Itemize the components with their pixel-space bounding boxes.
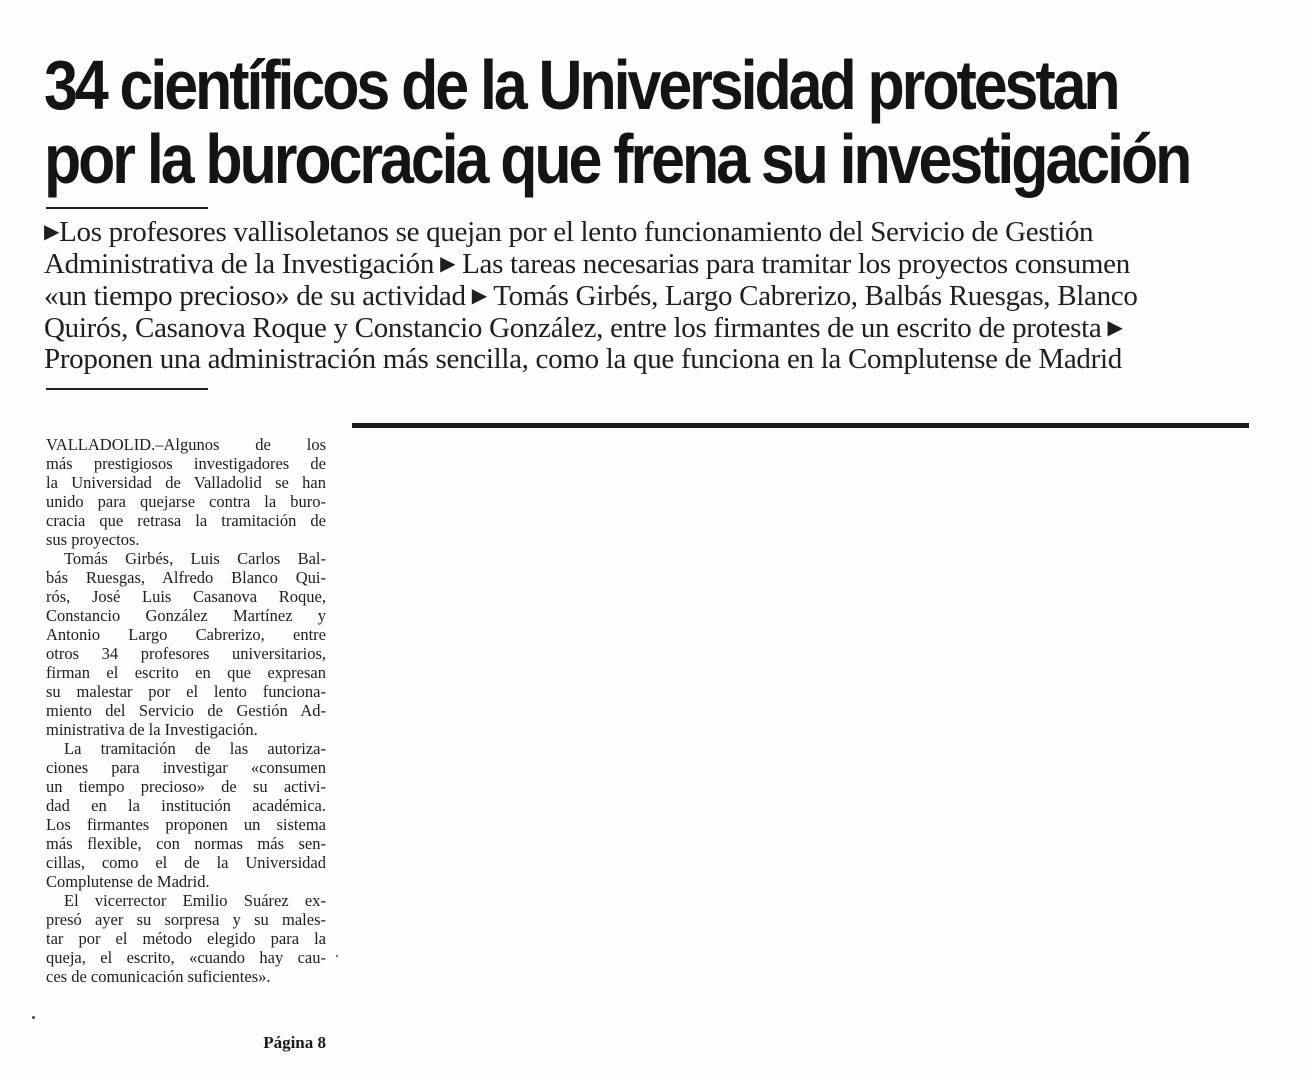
subhead-text: Los profesores vallisoletanos se quejan por el lento funcionamiento del Servicio de Gestión [59, 216, 1094, 248]
body-text-line: su malestar por el lento funciona- [46, 682, 326, 701]
body-text-line: cracia que retrasa la tramitación de [46, 511, 326, 530]
subhead-text: Administrativa de la Investigación [44, 248, 435, 280]
print-speck [336, 955, 338, 957]
body-text-line: Los firmantes proponen un sistema [46, 815, 326, 834]
body-text-line: ces de comunicación suficientes». [46, 967, 271, 986]
body-text-line: la Universidad de Valladolid se han [46, 473, 326, 492]
subhead-line [44, 216, 1274, 248]
subhead-top-rule [46, 207, 208, 209]
body-text-line: un tiempo precioso» de su activi- [46, 777, 326, 796]
body-text-line: Constancio González Martínez y [46, 606, 326, 625]
subhead-text: Tomás Girbés, Largo Cabrerizo, Balbás Ruesgas, Blanco [486, 280, 1138, 312]
body-text-line: rós, José Luis Casanova Roque, [46, 587, 326, 606]
subhead [44, 216, 1274, 375]
print-speck [32, 1016, 35, 1019]
subhead-text: «un tiempo precioso» de su actividad [44, 280, 466, 312]
body-text-line: sus proyectos. [46, 530, 140, 549]
bullet-triangle-icon: ▶ [1107, 315, 1123, 339]
body-text-line: Antonio Largo Cabrerizo, entre [46, 625, 326, 644]
subhead-bottom-rule [46, 388, 208, 390]
bullet-triangle-icon: ▶ [440, 251, 456, 275]
body-text-line: bás Ruesgas, Alfredo Blanco Qui- [46, 568, 326, 587]
body-text-line: VALLADOLID.–Algunos de los [46, 435, 326, 454]
subhead-line [44, 344, 1274, 375]
headline-line-2: por la burocracia que frena su investigación [44, 120, 1190, 198]
subhead-text: Quirós, Casanova Roque y Constancio González, entre los firmantes de un escrito de protesta [44, 312, 1102, 344]
body-text-line: ciones para investigar «consumen [46, 758, 326, 777]
headline-line-1: 34 científicos de la Universidad protestan [44, 46, 1118, 124]
subhead-text: Las tareas necesarias para tramitar los proyectos consumen [455, 248, 1130, 280]
body-text-line: Tomás Girbés, Luis Carlos Bal- [64, 549, 326, 568]
body-text-line: más prestigiosos investigadores de [46, 454, 326, 473]
body-text-line: otros 34 profesores universitarios, [46, 644, 326, 663]
subhead-text: Proponen una administración más sencilla, como la que funciona en la Complutense de Madrid [44, 343, 1122, 375]
subhead-line [44, 280, 1274, 312]
bullet-triangle-icon: ▶ [471, 283, 487, 307]
body-text-line: miento del Servicio de Gestión Ad- [46, 701, 326, 720]
body-text-line: tar por el método elegido para la [46, 929, 326, 948]
body-text-line: presó ayer su sorpresa y su males- [46, 910, 326, 929]
body-text-line: ministrativa de la Investigación. [46, 720, 258, 739]
body-text-line: El vicerrector Emilio Suárez ex- [64, 891, 326, 910]
article-body-column [46, 435, 326, 986]
column-divider-rule [352, 423, 1249, 428]
body-text-line: firman el escrito en que expresan [46, 663, 326, 682]
body-text-line: unido para quejarse contra la buro- [46, 492, 326, 511]
body-text-line: La tramitación de las autoriza- [64, 739, 326, 758]
body-text-line: Complutense de Madrid. [46, 872, 210, 891]
page-reference: Página 8 [263, 1033, 326, 1052]
subhead-line [44, 248, 1274, 280]
body-text-line: dad en la institución académica. [46, 796, 326, 815]
body-text-line: cillas, como el de la Universidad [46, 853, 326, 872]
headline [44, 48, 1274, 196]
body-text-line: más flexible, con normas más sen- [46, 834, 326, 853]
subhead-line [44, 312, 1274, 344]
body-text-line: queja, el escrito, «cuando hay cau- [46, 948, 326, 967]
bullet-triangle-icon: ▶ [44, 219, 60, 243]
